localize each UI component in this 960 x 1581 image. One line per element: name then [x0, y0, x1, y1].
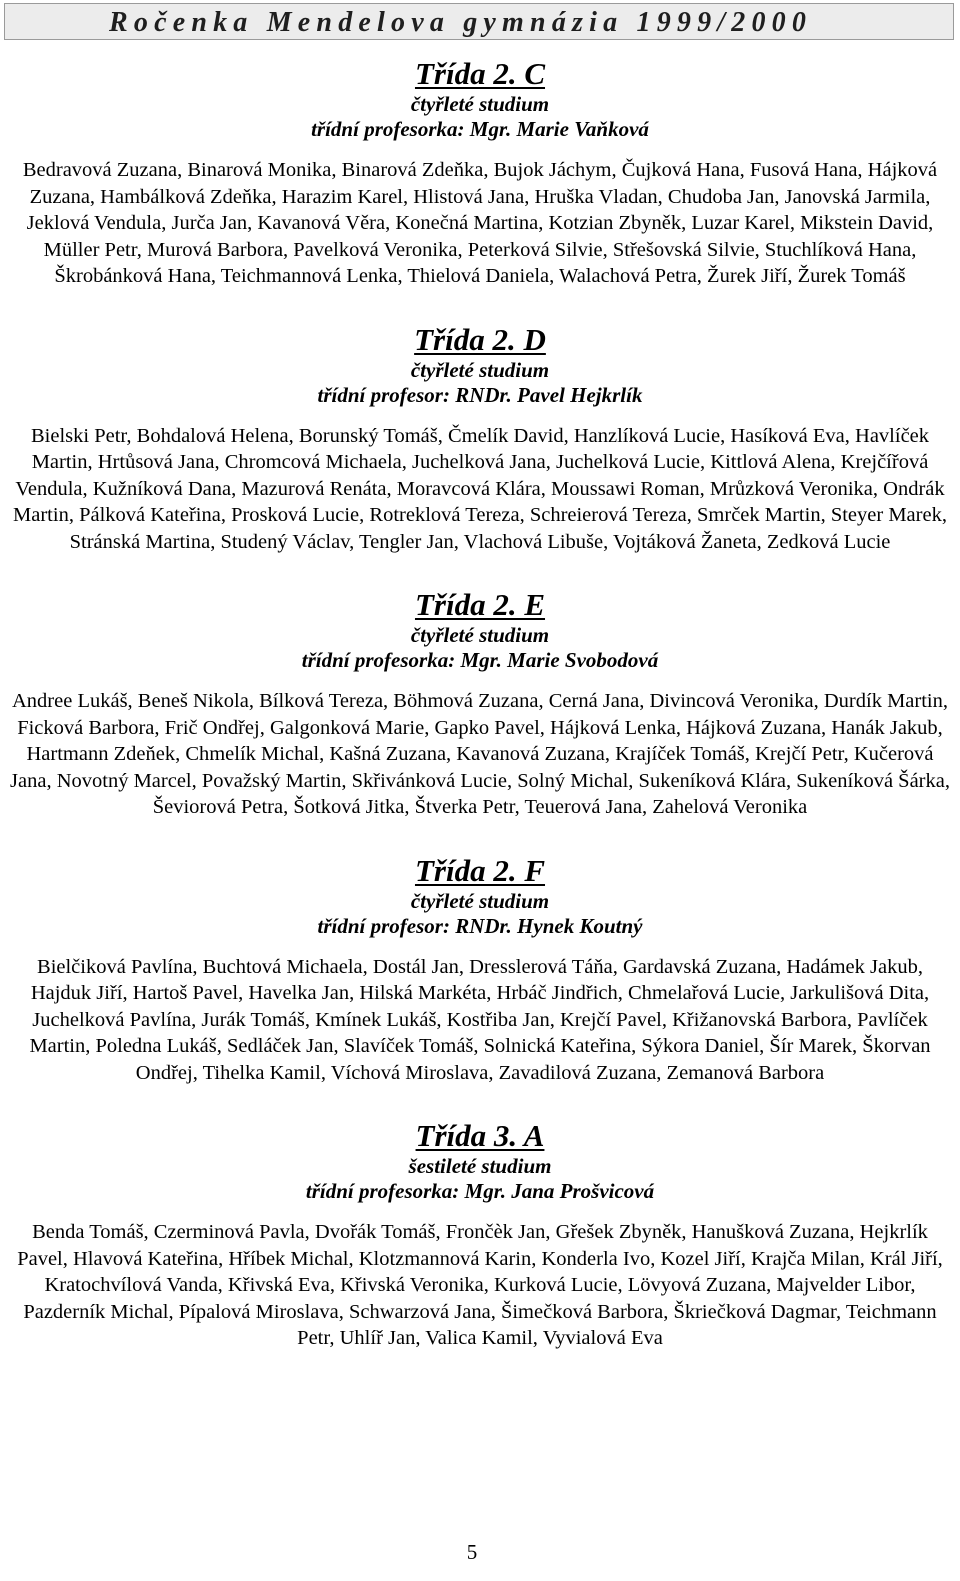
class-section-3a	[0, 1118, 960, 1352]
student-list: Bielski Petr, Bohdalová Helena, Borunský Tomáš, Čmelík David, Hanzlíková Lucie, Hasíková Eva, Havlíček Martin, Hrtůsová Jana, Chromcová Michaela, Juchelková Jana, Juchelková Lucie, Kittlová Alena, Krejčířová Vendula, Kužníková Dana, Mazurová Renáta, Moravcová Klára, Moussawi Roman, Mrůzková Veronika, Ondrák Martin, Pálková Kateřina, Prosková Lucie, Rotreklová Tereza, Schreierová Tereza, Smrček Martin, Steyer Marek, Stránská Martina, Studený Václav, Tengler Jan, Vlachová Libuše, Vojtáková Žaneta, Zedková Lucie	[13, 424, 947, 553]
study-type: čtyřleté studium	[410, 92, 550, 116]
class-teacher: třídní profesor: RNDr. Hynek Koutný	[317, 913, 643, 938]
page-header	[4, 3, 954, 40]
class-section-2e	[0, 587, 960, 821]
student-list: Bielčiková Pavlína, Buchtová Michaela, Dostál Jan, Dresslerová Táňa, Gardavská Zuzana, Hadámek Jakub, Hajduk Jiří, Hartoš Pavel, Havelka Jan, Hilská Markéta, Hrbáč Jindřich, Chmelařová Lucie, Jarkulišová Dita, Juchelková Pavlína, Jurák Tomáš, Kmínek Lukáš, Kostřiba Jan, Krejčí Pavel, Křižanovská Barbora, Pavlíček Martin, Poledna Lukáš, Sedláček Jan, Slavíček Tomáš, Solnická Kateřina, Sýkora Daniel, Šír Marek, Škorvan Ondřej, Tihelka Kamil, Víchová Miroslava, Zavadilová Zuzana, Zemanová Barbora	[29, 955, 931, 1084]
student-list: Benda Tomáš, Czerminová Pavla, Dvořák Tomáš, Frončèk Jan, Gřešek Zbyněk, Hanušková Zuzana, Hejkrlík Pavel, Hlavová Kateřina, Hříbek Michal, Klotzmannová Karin, Konderla Ivo, Kozel Jiří, Krajča Milan, Král Jiří, Kratochvílová Vanda, Křivská Eva, Křivská Veronika, Kurková Lucie, Lövyová Zuzana, Majvelder Libor, Pazderník Michal, Pípalová Miroslava, Schwarzová Jana, Šimečková Barbora, Škriečková Dagmar, Teichmann Petr, Uhlíř Jan, Valica Kamil, Vyvialová Eva	[17, 1221, 943, 1349]
study-type: šestileté studium	[408, 1154, 552, 1178]
study-type: čtyřleté studium	[410, 357, 550, 382]
student-list: Andree Lukáš, Beneš Nikola, Bílková Tereza, Böhmová Zuzana, Cerná Jana, Divincová Veronika, Durdík Martin, Ficková Barbora, Frič Ondřej, Galgonková Marie, Gapko Pavel, Hájková Lenka, Hájková Zuzana, Hanák Jakub, Hartmann Zdeňek, Chmelík Michal, Kašná Zuzana, Kavanová Zuzana, Krajíček Tomáš, Krejčí Petr, Kučerová Jana, Novotný Marcel, Považský Martin, Skřivánková Lucie, Solný Michal, Sukeníková Klára, Sukeníková Šárka, Ševiorová Petra, Šotková Jitka, Štverka Petr, Teuerová Jana, Zahelová Veronika	[10, 690, 950, 818]
class-section-2f	[0, 853, 960, 1087]
student-list: Bedravová Zuzana, Binarová Monika, Binarová Zdeňka, Bujok Jáchym, Čujková Hana, Fusová Hana, Hájková Zuzana, Hambálková Zdeňka, Harazim Karel, Hlistová Jana, Hruška Vladan, Chudoba Jan, Janovská Jarmila, Jeklová Vendula, Jurča Jan, Kavanová Věra, Konečná Martina, Kotzian Zbyněk, Luzar Karel, Mikstein David, Müller Petr, Murová Barbora, Pavelková Veronika, Peterková Silvie, Střešovská Silvie, Stuchlíková Hana, Škrobánková Hana, Teichmannová Lenka, Thielová Daniela, Walachová Petra, Žurek Jiří, Žurek Tomáš	[22, 159, 938, 287]
class-teacher: třídní profesorka: Mgr. Marie Vaňková	[311, 117, 649, 141]
class-teacher: třídní profesorka: Mgr. Jana Prošvicová	[305, 1179, 655, 1203]
study-type: čtyřleté studium	[410, 623, 550, 647]
class-section-2c	[0, 56, 960, 290]
class-section-2d	[0, 322, 960, 556]
class-teacher: třídní profesor: RNDr. Pavel Hejkrlík	[317, 382, 643, 407]
study-type: čtyřleté studium	[410, 888, 550, 913]
yearbook-title: Ročenka Mendelova gymnázia 1999/2000	[109, 7, 813, 38]
class-teacher: třídní profesorka: Mgr. Marie Svobodová	[301, 648, 659, 672]
class-title: Třída 2. F	[414, 852, 546, 888]
class-lists	[0, 56, 960, 1352]
class-title: Třída 3. A	[415, 1118, 545, 1153]
class-title: Třída 2. D	[414, 321, 546, 357]
class-title: Třída 2. C	[414, 56, 546, 91]
page-number: 5	[466, 1540, 478, 1564]
class-title: Třída 2. E	[414, 587, 546, 622]
